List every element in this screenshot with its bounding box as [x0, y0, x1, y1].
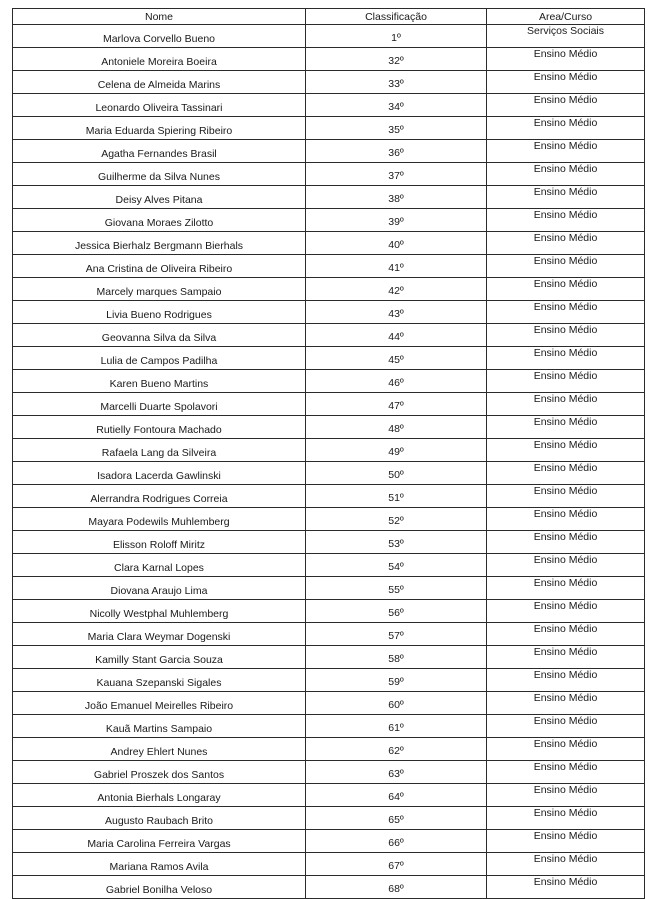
cell-classificacao: 44º	[306, 324, 487, 347]
table-row	[13, 439, 645, 462]
cell-nome: João Emanuel Meirelles Ribeiro	[13, 692, 306, 715]
table-row	[13, 876, 645, 899]
cell-nome: Isadora Lacerda Gawlinski	[13, 462, 306, 485]
cell-classificacao: 38º	[306, 186, 487, 209]
cell-nome: Antonia Bierhals Longaray	[13, 784, 306, 807]
cell-classificacao: 46º	[306, 370, 487, 393]
table-row	[13, 600, 645, 623]
table-row	[13, 646, 645, 669]
table-row	[13, 416, 645, 439]
table-row	[13, 71, 645, 94]
cell-classificacao: 39º	[306, 209, 487, 232]
table-row	[13, 761, 645, 784]
cell-nome: Maria Eduarda Spiering Ribeiro	[13, 117, 306, 140]
cell-classificacao: 36º	[306, 140, 487, 163]
header-area-curso: Area/Curso	[487, 9, 645, 25]
classification-table-container	[12, 8, 644, 899]
cell-area-curso: Ensino Médio	[487, 554, 645, 577]
cell-area-curso: Ensino Médio	[487, 140, 645, 163]
cell-nome: Livia Bueno Rodrigues	[13, 301, 306, 324]
cell-area-curso: Ensino Médio	[487, 646, 645, 669]
cell-area-curso: Ensino Médio	[487, 370, 645, 393]
cell-nome: Diovana Araujo Lima	[13, 577, 306, 600]
table-row	[13, 830, 645, 853]
table-row	[13, 531, 645, 554]
cell-area-curso: Ensino Médio	[487, 347, 645, 370]
cell-area-curso: Ensino Médio	[487, 692, 645, 715]
cell-nome: Marcely marques Sampaio	[13, 278, 306, 301]
cell-classificacao: 51º	[306, 485, 487, 508]
table-row	[13, 853, 645, 876]
cell-area-curso: Ensino Médio	[487, 209, 645, 232]
cell-area-curso: Ensino Médio	[487, 416, 645, 439]
table-row	[13, 485, 645, 508]
cell-classificacao: 33º	[306, 71, 487, 94]
cell-classificacao: 54º	[306, 554, 487, 577]
table-row	[13, 784, 645, 807]
cell-nome: Antoniele Moreira Boeira	[13, 48, 306, 71]
cell-area-curso: Ensino Médio	[487, 71, 645, 94]
cell-classificacao: 64º	[306, 784, 487, 807]
cell-classificacao: 67º	[306, 853, 487, 876]
cell-classificacao: 57º	[306, 623, 487, 646]
cell-nome: Ana Cristina de Oliveira Ribeiro	[13, 255, 306, 278]
cell-nome: Clara Karnal Lopes	[13, 554, 306, 577]
table-row	[13, 25, 645, 48]
cell-nome: Geovanna Silva da Silva	[13, 324, 306, 347]
cell-area-curso: Ensino Médio	[487, 600, 645, 623]
table-row	[13, 278, 645, 301]
table-row	[13, 301, 645, 324]
table-row	[13, 163, 645, 186]
cell-classificacao: 35º	[306, 117, 487, 140]
cell-area-curso: Ensino Médio	[487, 48, 645, 71]
cell-area-curso: Ensino Médio	[487, 830, 645, 853]
header-row	[13, 9, 645, 25]
table-row	[13, 370, 645, 393]
table-row	[13, 186, 645, 209]
cell-nome: Augusto Raubach Brito	[13, 807, 306, 830]
cell-classificacao: 55º	[306, 577, 487, 600]
cell-nome: Mayara Podewils Muhlemberg	[13, 508, 306, 531]
cell-area-curso: Ensino Médio	[487, 255, 645, 278]
cell-nome: Kamilly Stant Garcia Souza	[13, 646, 306, 669]
cell-classificacao: 58º	[306, 646, 487, 669]
cell-classificacao: 45º	[306, 347, 487, 370]
cell-nome: Gabriel Bonilha Veloso	[13, 876, 306, 899]
cell-nome: Rutielly Fontoura Machado	[13, 416, 306, 439]
cell-classificacao: 48º	[306, 416, 487, 439]
table-row	[13, 669, 645, 692]
cell-area-curso: Ensino Médio	[487, 117, 645, 140]
table-row	[13, 508, 645, 531]
table-row	[13, 140, 645, 163]
table-row	[13, 807, 645, 830]
cell-area-curso: Ensino Médio	[487, 485, 645, 508]
cell-classificacao: 50º	[306, 462, 487, 485]
cell-area-curso: Ensino Médio	[487, 301, 645, 324]
cell-classificacao: 41º	[306, 255, 487, 278]
cell-classificacao: 68º	[306, 876, 487, 899]
cell-nome: Rafaela Lang da Silveira	[13, 439, 306, 462]
cell-classificacao: 62º	[306, 738, 487, 761]
cell-area-curso: Serviços Sociais	[487, 25, 645, 48]
cell-classificacao: 56º	[306, 600, 487, 623]
cell-classificacao: 63º	[306, 761, 487, 784]
cell-area-curso: Ensino Médio	[487, 577, 645, 600]
cell-area-curso: Ensino Médio	[487, 876, 645, 899]
cell-nome: Karen Bueno Martins	[13, 370, 306, 393]
table-row	[13, 623, 645, 646]
table-row	[13, 209, 645, 232]
table-row	[13, 232, 645, 255]
cell-area-curso: Ensino Médio	[487, 807, 645, 830]
table-row	[13, 554, 645, 577]
table-row	[13, 117, 645, 140]
cell-classificacao: 42º	[306, 278, 487, 301]
cell-area-curso: Ensino Médio	[487, 439, 645, 462]
cell-area-curso: Ensino Médio	[487, 163, 645, 186]
cell-area-curso: Ensino Médio	[487, 531, 645, 554]
cell-nome: Marlova Corvello Bueno	[13, 25, 306, 48]
cell-classificacao: 49º	[306, 439, 487, 462]
cell-area-curso: Ensino Médio	[487, 232, 645, 255]
cell-classificacao: 34º	[306, 94, 487, 117]
cell-nome: Maria Carolina Ferreira Vargas	[13, 830, 306, 853]
table-row	[13, 462, 645, 485]
cell-nome: Leonardo Oliveira Tassinari	[13, 94, 306, 117]
cell-area-curso: Ensino Médio	[487, 761, 645, 784]
table-row	[13, 48, 645, 71]
cell-area-curso: Ensino Médio	[487, 278, 645, 301]
cell-nome: Elisson Roloff Miritz	[13, 531, 306, 554]
cell-classificacao: 43º	[306, 301, 487, 324]
cell-classificacao: 65º	[306, 807, 487, 830]
cell-area-curso: Ensino Médio	[487, 738, 645, 761]
table-row	[13, 577, 645, 600]
cell-nome: Guilherme da Silva Nunes	[13, 163, 306, 186]
classification-table	[12, 8, 645, 899]
cell-classificacao: 37º	[306, 163, 487, 186]
cell-classificacao: 32º	[306, 48, 487, 71]
table-body	[13, 25, 645, 899]
cell-nome: Jessica Bierhalz Bergmann Bierhals	[13, 232, 306, 255]
cell-area-curso: Ensino Médio	[487, 186, 645, 209]
cell-classificacao: 47º	[306, 393, 487, 416]
cell-nome: Mariana Ramos Avila	[13, 853, 306, 876]
table-row	[13, 94, 645, 117]
table-row	[13, 692, 645, 715]
cell-area-curso: Ensino Médio	[487, 324, 645, 347]
cell-nome: Kauana Szepanski Sigales	[13, 669, 306, 692]
table-row	[13, 347, 645, 370]
cell-nome: Giovana Moraes Zilotto	[13, 209, 306, 232]
cell-nome: Nicolly Westphal Muhlemberg	[13, 600, 306, 623]
header-nome: Nome	[13, 9, 306, 25]
cell-nome: Celena de Almeida Marins	[13, 71, 306, 94]
cell-nome: Alerrandra Rodrigues Correia	[13, 485, 306, 508]
cell-area-curso: Ensino Médio	[487, 715, 645, 738]
table-header	[13, 9, 645, 25]
table-row	[13, 715, 645, 738]
table-row	[13, 255, 645, 278]
table-row	[13, 738, 645, 761]
cell-classificacao: 1º	[306, 25, 487, 48]
cell-area-curso: Ensino Médio	[487, 462, 645, 485]
cell-nome: Maria Clara Weymar Dogenski	[13, 623, 306, 646]
cell-area-curso: Ensino Médio	[487, 94, 645, 117]
cell-nome: Lulia de Campos Padilha	[13, 347, 306, 370]
cell-classificacao: 60º	[306, 692, 487, 715]
table-row	[13, 324, 645, 347]
cell-area-curso: Ensino Médio	[487, 508, 645, 531]
cell-nome: Andrey Ehlert Nunes	[13, 738, 306, 761]
cell-nome: Agatha Fernandes Brasil	[13, 140, 306, 163]
cell-classificacao: 61º	[306, 715, 487, 738]
cell-nome: Deisy Alves Pitana	[13, 186, 306, 209]
cell-classificacao: 53º	[306, 531, 487, 554]
cell-area-curso: Ensino Médio	[487, 623, 645, 646]
cell-area-curso: Ensino Médio	[487, 393, 645, 416]
cell-classificacao: 52º	[306, 508, 487, 531]
cell-nome: Marcelli Duarte Spolavori	[13, 393, 306, 416]
cell-classificacao: 59º	[306, 669, 487, 692]
cell-area-curso: Ensino Médio	[487, 784, 645, 807]
cell-classificacao: 66º	[306, 830, 487, 853]
cell-classificacao: 40º	[306, 232, 487, 255]
cell-area-curso: Ensino Médio	[487, 669, 645, 692]
table-row	[13, 393, 645, 416]
header-classificacao: Classificação	[306, 9, 487, 25]
cell-nome: Kauã Martins Sampaio	[13, 715, 306, 738]
cell-area-curso: Ensino Médio	[487, 853, 645, 876]
cell-nome: Gabriel Proszek dos Santos	[13, 761, 306, 784]
